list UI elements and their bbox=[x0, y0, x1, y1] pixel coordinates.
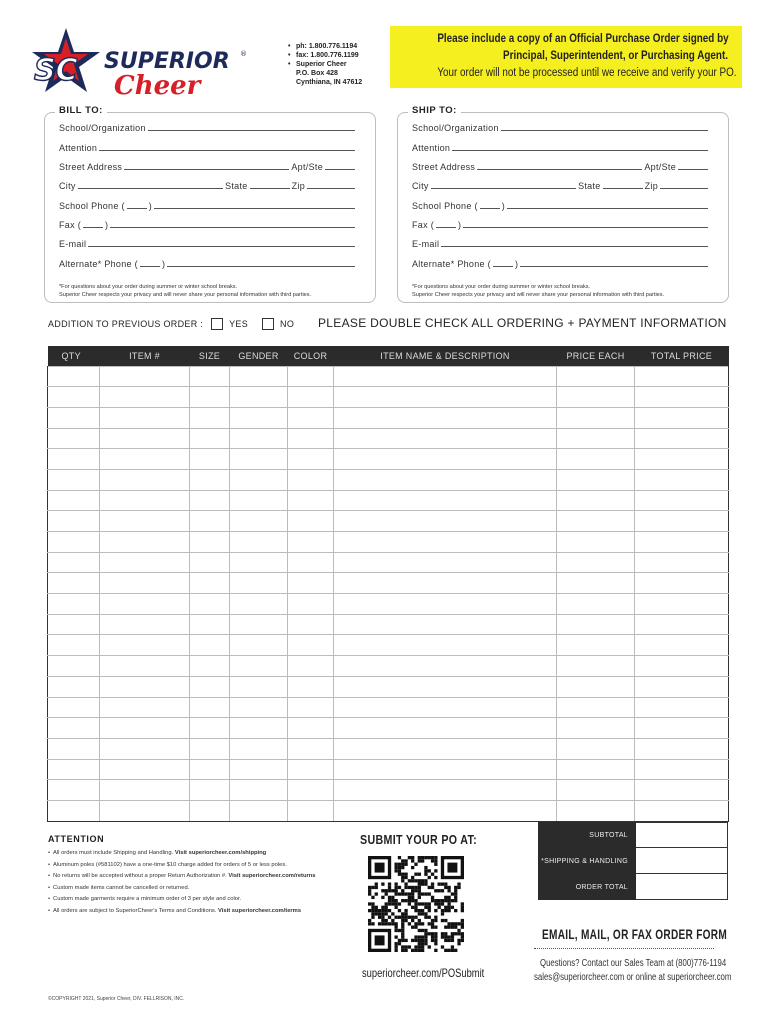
table-cell[interactable] bbox=[288, 780, 334, 801]
table-cell[interactable] bbox=[635, 511, 729, 532]
header-item-number: ITEM # bbox=[100, 346, 190, 366]
table-cell[interactable] bbox=[557, 552, 635, 573]
table-cell[interactable] bbox=[100, 697, 190, 718]
table-cell[interactable] bbox=[230, 532, 288, 553]
table-cell[interactable] bbox=[635, 738, 729, 759]
table-cell[interactable] bbox=[48, 407, 100, 428]
attention-item: • All orders are subject to SuperiorCheer's Terms and Conditions. Visit superiorcheer.com/terms bbox=[48, 906, 348, 918]
table-cell[interactable] bbox=[334, 490, 557, 511]
table-cell[interactable] bbox=[48, 490, 100, 511]
table-cell[interactable] bbox=[48, 697, 100, 718]
bill-phone-field[interactable]: School Phone ( ) bbox=[59, 199, 357, 211]
table-cell[interactable] bbox=[48, 469, 100, 490]
table-cell[interactable] bbox=[100, 718, 190, 739]
bill-fax-field[interactable]: Fax ( ) bbox=[59, 218, 357, 230]
table-cell[interactable] bbox=[288, 490, 334, 511]
bill-to-title: BILL TO: bbox=[55, 105, 107, 116]
table-cell[interactable] bbox=[190, 718, 230, 739]
table-row bbox=[48, 428, 729, 449]
attention-item: • Custom made garments require a minimum order of 3 per style and color. bbox=[48, 894, 348, 906]
table-cell[interactable] bbox=[190, 407, 230, 428]
table-cell[interactable] bbox=[557, 738, 635, 759]
header-color: COLOR bbox=[288, 346, 334, 366]
table-cell[interactable] bbox=[288, 594, 334, 615]
table-cell[interactable] bbox=[557, 718, 635, 739]
table-cell[interactable] bbox=[190, 511, 230, 532]
table-cell[interactable] bbox=[635, 656, 729, 677]
table-cell[interactable] bbox=[557, 511, 635, 532]
table-cell[interactable] bbox=[230, 759, 288, 780]
ship-to-section bbox=[397, 105, 729, 303]
bill-note: *For questions about your order during summer or winter school breaks. Superior Cheer respects your privacy and will never share your personal information with third parties. bbox=[59, 284, 312, 298]
no-checkbox[interactable] bbox=[262, 318, 274, 330]
table-cell[interactable] bbox=[190, 759, 230, 780]
subtotal-field[interactable] bbox=[636, 822, 728, 848]
ship-phone-field[interactable]: School Phone ( ) bbox=[412, 199, 710, 211]
table-cell[interactable] bbox=[190, 697, 230, 718]
contact-block: • ph: 1.800.776.1194 • fax: 1.800.776.1199 • Superior Cheer P.O. Box 428 Cynthiana, IN 47612 bbox=[288, 43, 363, 86]
table-row bbox=[48, 635, 729, 656]
table-cell[interactable] bbox=[334, 532, 557, 553]
table-row bbox=[48, 532, 729, 553]
dotted-divider bbox=[534, 948, 714, 949]
table-cell[interactable] bbox=[288, 656, 334, 677]
table-cell[interactable] bbox=[334, 697, 557, 718]
table-cell[interactable] bbox=[100, 387, 190, 408]
table-row bbox=[48, 614, 729, 635]
table-cell[interactable] bbox=[334, 573, 557, 594]
table-cell[interactable] bbox=[48, 511, 100, 532]
header-price-each: PRICE EACH bbox=[557, 346, 635, 366]
table-cell[interactable] bbox=[100, 490, 190, 511]
form-type-title: EMAIL, MAIL, OR FAX ORDER FORM bbox=[542, 926, 728, 942]
table-cell[interactable] bbox=[288, 511, 334, 532]
table-cell[interactable] bbox=[557, 780, 635, 801]
table-cell[interactable] bbox=[334, 759, 557, 780]
contact-fax: fax: 1.800.776.1199 bbox=[296, 52, 359, 59]
table-cell[interactable] bbox=[334, 738, 557, 759]
table-cell[interactable] bbox=[230, 800, 288, 821]
table-cell[interactable] bbox=[100, 656, 190, 677]
table-cell[interactable] bbox=[557, 614, 635, 635]
addition-label: ADDITION TO PREVIOUS ORDER : bbox=[48, 319, 204, 329]
contact-po-box: P.O. Box 428 bbox=[296, 70, 338, 77]
bill-street-field[interactable]: Street Address Apt/Ste bbox=[59, 160, 357, 172]
table-row bbox=[48, 366, 729, 387]
bill-to-section bbox=[44, 105, 376, 303]
order-total-field[interactable] bbox=[636, 874, 728, 900]
table-cell[interactable] bbox=[334, 428, 557, 449]
header-size: SIZE bbox=[190, 346, 230, 366]
table-cell[interactable] bbox=[48, 656, 100, 677]
table-row bbox=[48, 759, 729, 780]
table-row bbox=[48, 718, 729, 739]
table-cell[interactable] bbox=[557, 800, 635, 821]
table-cell[interactable] bbox=[557, 676, 635, 697]
table-cell[interactable] bbox=[288, 800, 334, 821]
table-cell[interactable] bbox=[190, 780, 230, 801]
table-cell[interactable] bbox=[100, 407, 190, 428]
table-cell[interactable] bbox=[334, 366, 557, 387]
table-cell[interactable] bbox=[635, 366, 729, 387]
table-cell[interactable] bbox=[334, 449, 557, 470]
table-cell[interactable] bbox=[230, 366, 288, 387]
table-cell[interactable] bbox=[48, 614, 100, 635]
table-cell[interactable] bbox=[557, 594, 635, 615]
table-cell[interactable] bbox=[334, 718, 557, 739]
table-cell[interactable] bbox=[230, 407, 288, 428]
table-row bbox=[48, 594, 729, 615]
table-cell[interactable] bbox=[100, 449, 190, 470]
table-cell[interactable] bbox=[334, 407, 557, 428]
table-cell[interactable] bbox=[190, 552, 230, 573]
table-cell[interactable] bbox=[635, 387, 729, 408]
table-cell[interactable] bbox=[557, 428, 635, 449]
ship-school-field[interactable]: School/Organization bbox=[412, 121, 710, 133]
table-cell[interactable] bbox=[230, 490, 288, 511]
table-cell[interactable] bbox=[334, 469, 557, 490]
order-total-label: ORDER TOTAL bbox=[538, 874, 636, 900]
table-cell[interactable] bbox=[100, 676, 190, 697]
table-cell[interactable] bbox=[288, 428, 334, 449]
table-cell[interactable] bbox=[100, 573, 190, 594]
bill-attention-field[interactable]: Attention bbox=[59, 141, 357, 153]
table-cell[interactable] bbox=[48, 449, 100, 470]
table-cell[interactable] bbox=[230, 635, 288, 656]
table-cell[interactable] bbox=[288, 676, 334, 697]
table-cell[interactable] bbox=[635, 759, 729, 780]
attention-item: • All orders must include Shipping and Handling. Visit superiorcheer.com/shipping bbox=[48, 848, 348, 860]
attention-section bbox=[48, 834, 348, 917]
table-cell[interactable] bbox=[334, 656, 557, 677]
logo-monogram: SC bbox=[34, 53, 78, 88]
table-cell[interactable] bbox=[100, 759, 190, 780]
table-cell[interactable] bbox=[288, 387, 334, 408]
table-cell[interactable] bbox=[230, 718, 288, 739]
header-qty: QTY bbox=[48, 346, 100, 366]
header-gender: GENDER bbox=[230, 346, 288, 366]
table-cell[interactable] bbox=[288, 407, 334, 428]
table-cell[interactable] bbox=[557, 469, 635, 490]
table-cell[interactable] bbox=[100, 366, 190, 387]
table-cell[interactable] bbox=[288, 449, 334, 470]
submit-po-url[interactable]: superiorcheer.com/POSubmit bbox=[362, 966, 485, 980]
attention-item: • Custom made items cannot be cancelled or returned. bbox=[48, 883, 348, 895]
table-cell[interactable] bbox=[557, 449, 635, 470]
shipping-label: *SHIPPING & HANDLING bbox=[538, 848, 636, 874]
table-cell[interactable] bbox=[635, 490, 729, 511]
table-cell[interactable] bbox=[288, 759, 334, 780]
ship-street-field[interactable]: Street Address Apt/Ste bbox=[412, 160, 710, 172]
table-cell[interactable] bbox=[100, 532, 190, 553]
table-cell[interactable] bbox=[100, 428, 190, 449]
table-cell[interactable] bbox=[635, 552, 729, 573]
order-items-table bbox=[47, 346, 729, 822]
table-row bbox=[48, 697, 729, 718]
table-cell[interactable] bbox=[190, 614, 230, 635]
table-cell[interactable] bbox=[288, 697, 334, 718]
header-total-price: TOTAL PRICE bbox=[635, 346, 729, 366]
table-cell[interactable] bbox=[557, 697, 635, 718]
table-cell[interactable] bbox=[100, 780, 190, 801]
table-cell[interactable] bbox=[48, 738, 100, 759]
table-cell[interactable] bbox=[288, 552, 334, 573]
table-cell[interactable] bbox=[48, 552, 100, 573]
shipping-row bbox=[538, 848, 728, 874]
table-cell[interactable] bbox=[557, 635, 635, 656]
contact-phone: ph: 1.800.776.1194 bbox=[296, 43, 358, 50]
table-cell[interactable] bbox=[288, 532, 334, 553]
table-cell[interactable] bbox=[190, 490, 230, 511]
table-row bbox=[48, 511, 729, 532]
table-cell[interactable] bbox=[48, 387, 100, 408]
attention-item: • No returns will be accepted without a proper Return Authorization #. Visit superiorcheer.com/returns bbox=[48, 871, 348, 883]
table-cell[interactable] bbox=[288, 635, 334, 656]
table-cell[interactable] bbox=[100, 614, 190, 635]
table-cell[interactable] bbox=[334, 511, 557, 532]
bill-city-field[interactable]: City State Zip bbox=[59, 179, 357, 191]
table-cell[interactable] bbox=[288, 718, 334, 739]
table-cell[interactable] bbox=[557, 573, 635, 594]
totals-box bbox=[538, 822, 728, 902]
table-row bbox=[48, 449, 729, 470]
table-cell[interactable] bbox=[635, 428, 729, 449]
table-cell[interactable] bbox=[288, 614, 334, 635]
table-header-row bbox=[48, 346, 729, 366]
questions-text: Questions? Contact our Sales Team at (800)776-1194 bbox=[540, 958, 727, 969]
table-cell[interactable] bbox=[100, 552, 190, 573]
table-cell[interactable] bbox=[230, 697, 288, 718]
header-item-name: ITEM NAME & DESCRIPTION bbox=[334, 346, 557, 366]
ship-note: *For questions about your order during summer or winter school breaks. Superior Cheer respects your privacy and will never share your personal information with third parties. bbox=[412, 284, 665, 298]
contact-city: Cynthiana, IN 47612 bbox=[296, 79, 363, 86]
table-cell[interactable] bbox=[48, 428, 100, 449]
table-row bbox=[48, 676, 729, 697]
table-cell[interactable] bbox=[48, 594, 100, 615]
table-row bbox=[48, 656, 729, 677]
table-cell[interactable] bbox=[557, 759, 635, 780]
ship-city-field[interactable]: City State Zip bbox=[412, 179, 710, 191]
bill-school-field[interactable]: School/Organization bbox=[59, 121, 357, 133]
table-cell[interactable] bbox=[190, 532, 230, 553]
notice-line-1: Please include a copy of an Official Purchase Order signed by bbox=[437, 33, 729, 45]
table-cell[interactable] bbox=[100, 594, 190, 615]
ship-fax-field[interactable]: Fax ( ) bbox=[412, 218, 710, 230]
table-row bbox=[48, 780, 729, 801]
table-cell[interactable] bbox=[230, 449, 288, 470]
table-cell[interactable] bbox=[557, 532, 635, 553]
table-cell[interactable] bbox=[557, 366, 635, 387]
superior-cheer-logo bbox=[28, 26, 258, 100]
notice-line-3: Your order will not be processed until we receive and verify your PO. bbox=[437, 67, 737, 79]
table-cell[interactable] bbox=[635, 635, 729, 656]
table-row bbox=[48, 738, 729, 759]
table-cell[interactable] bbox=[190, 428, 230, 449]
table-cell[interactable] bbox=[230, 469, 288, 490]
table-cell[interactable] bbox=[557, 387, 635, 408]
order-total-row bbox=[538, 874, 728, 900]
table-cell[interactable] bbox=[334, 552, 557, 573]
table-cell[interactable] bbox=[48, 532, 100, 553]
notice-line-2: Principal, Superintendent, or Purchasing Agent. bbox=[503, 50, 728, 62]
table-cell[interactable] bbox=[635, 614, 729, 635]
table-cell[interactable] bbox=[230, 780, 288, 801]
table-cell[interactable] bbox=[334, 635, 557, 656]
addition-to-previous-order bbox=[48, 318, 294, 330]
table-cell[interactable] bbox=[635, 780, 729, 801]
table-cell[interactable] bbox=[230, 676, 288, 697]
logo-word-cheer: Cheer bbox=[114, 71, 201, 100]
table-cell[interactable] bbox=[100, 635, 190, 656]
table-cell[interactable] bbox=[190, 594, 230, 615]
submit-po-title: SUBMIT YOUR PO AT: bbox=[360, 832, 478, 847]
table-row bbox=[48, 800, 729, 821]
table-cell[interactable] bbox=[190, 449, 230, 470]
no-label: NO bbox=[280, 319, 295, 329]
table-cell[interactable] bbox=[190, 800, 230, 821]
table-cell[interactable] bbox=[635, 407, 729, 428]
sales-contact-text: sales@superiorcheer.com or online at superiorcheer.com bbox=[534, 972, 732, 983]
yes-label: YES bbox=[229, 319, 249, 329]
table-cell[interactable] bbox=[190, 573, 230, 594]
table-cell[interactable] bbox=[190, 656, 230, 677]
table-cell[interactable] bbox=[635, 697, 729, 718]
table-row bbox=[48, 469, 729, 490]
ship-to-title: SHIP TO: bbox=[408, 105, 461, 116]
copyright-text: ©COPYRIGHT 2021, Superior Cheer, DIV. FELLRISON, INC. bbox=[48, 996, 185, 1002]
table-cell[interactable] bbox=[48, 780, 100, 801]
qr-code-icon[interactable] bbox=[368, 856, 464, 952]
table-cell[interactable] bbox=[334, 780, 557, 801]
table-cell[interactable] bbox=[334, 676, 557, 697]
table-cell[interactable] bbox=[190, 635, 230, 656]
logo-registered: ® bbox=[240, 50, 247, 58]
table-cell[interactable] bbox=[557, 656, 635, 677]
subtotal-label: SUBTOTAL bbox=[538, 822, 636, 848]
table-cell[interactable] bbox=[190, 366, 230, 387]
ship-email-field[interactable]: E-mail bbox=[412, 237, 710, 249]
table-row bbox=[48, 387, 729, 408]
table-cell[interactable] bbox=[100, 738, 190, 759]
table-cell[interactable] bbox=[48, 800, 100, 821]
contact-company: Superior Cheer bbox=[296, 61, 347, 68]
table-cell[interactable] bbox=[230, 387, 288, 408]
table-cell[interactable] bbox=[100, 469, 190, 490]
ship-attention-field[interactable]: Attention bbox=[412, 141, 710, 153]
table-cell[interactable] bbox=[288, 469, 334, 490]
table-row bbox=[48, 490, 729, 511]
subtotal-row bbox=[538, 822, 728, 848]
table-cell[interactable] bbox=[230, 552, 288, 573]
table-cell[interactable] bbox=[334, 594, 557, 615]
table-cell[interactable] bbox=[230, 614, 288, 635]
table-row bbox=[48, 573, 729, 594]
table-cell[interactable] bbox=[48, 718, 100, 739]
po-notice-banner bbox=[390, 26, 742, 88]
table-cell[interactable] bbox=[635, 469, 729, 490]
table-cell[interactable] bbox=[288, 366, 334, 387]
attention-item: • Aluminum poles (#581102) have a one-time $10 charge added for orders of 5 or less poles. bbox=[48, 860, 348, 872]
table-cell[interactable] bbox=[557, 407, 635, 428]
table-cell[interactable] bbox=[288, 573, 334, 594]
table-cell[interactable] bbox=[635, 676, 729, 697]
shipping-field[interactable] bbox=[636, 848, 728, 874]
table-cell[interactable] bbox=[230, 656, 288, 677]
table-cell[interactable] bbox=[48, 676, 100, 697]
table-cell[interactable] bbox=[230, 428, 288, 449]
table-cell[interactable] bbox=[557, 490, 635, 511]
table-cell[interactable] bbox=[230, 573, 288, 594]
logo-word-superior: SUPERIOR bbox=[104, 49, 230, 74]
table-cell[interactable] bbox=[190, 387, 230, 408]
table-cell[interactable] bbox=[635, 532, 729, 553]
table-cell[interactable] bbox=[334, 800, 557, 821]
table-cell[interactable] bbox=[100, 511, 190, 532]
table-cell[interactable] bbox=[334, 387, 557, 408]
table-cell[interactable] bbox=[190, 469, 230, 490]
table-cell[interactable] bbox=[230, 594, 288, 615]
table-cell[interactable] bbox=[635, 800, 729, 821]
table-cell[interactable] bbox=[635, 718, 729, 739]
ship-alt-phone-field[interactable]: Alternate* Phone ( ) bbox=[412, 257, 710, 269]
table-cell[interactable] bbox=[230, 738, 288, 759]
table-cell[interactable] bbox=[48, 759, 100, 780]
table-row bbox=[48, 552, 729, 573]
table-cell[interactable] bbox=[288, 738, 334, 759]
bill-email-field[interactable]: E-mail bbox=[59, 237, 357, 249]
table-cell[interactable] bbox=[190, 738, 230, 759]
attention-title: ATTENTION bbox=[48, 834, 105, 844]
table-cell[interactable] bbox=[635, 573, 729, 594]
bill-alt-phone-field[interactable]: Alternate* Phone ( ) bbox=[59, 257, 357, 269]
table-row bbox=[48, 407, 729, 428]
double-check-heading: PLEASE DOUBLE CHECK ALL ORDERING + PAYMENT INFORMATION bbox=[318, 316, 727, 330]
table-cell[interactable] bbox=[190, 676, 230, 697]
table-cell[interactable] bbox=[635, 594, 729, 615]
table-cell[interactable] bbox=[100, 800, 190, 821]
table-cell[interactable] bbox=[48, 366, 100, 387]
table-cell[interactable] bbox=[635, 449, 729, 470]
yes-checkbox[interactable] bbox=[211, 318, 223, 330]
table-cell[interactable] bbox=[230, 511, 288, 532]
table-cell[interactable] bbox=[48, 573, 100, 594]
table-cell[interactable] bbox=[334, 614, 557, 635]
table-cell[interactable] bbox=[48, 635, 100, 656]
